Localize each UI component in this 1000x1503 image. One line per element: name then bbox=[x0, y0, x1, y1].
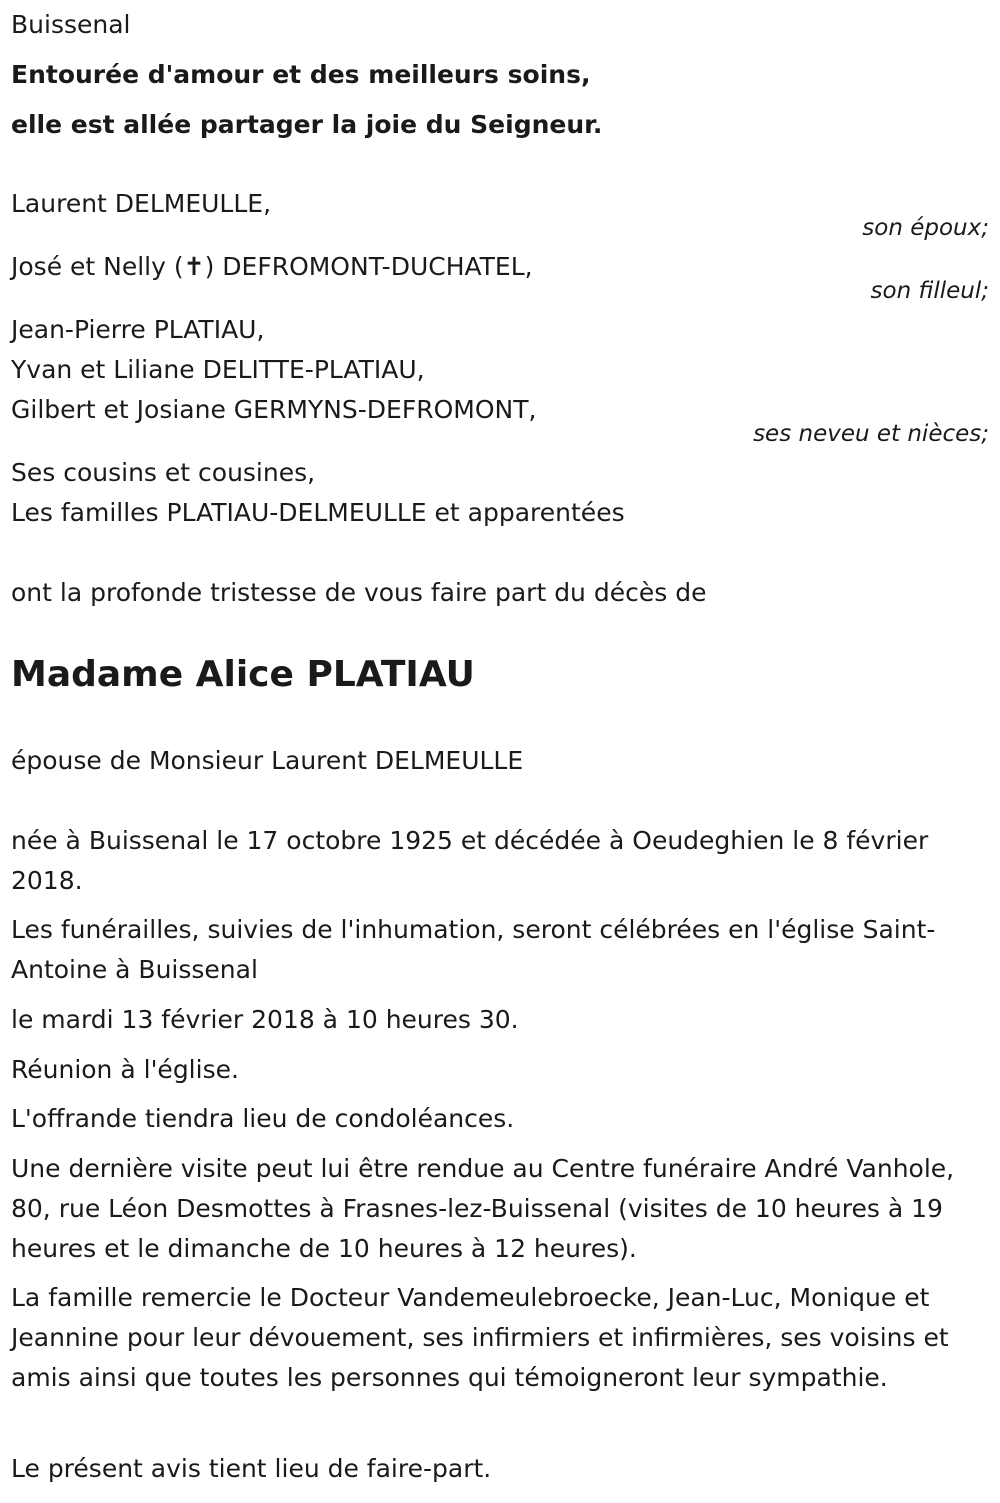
nephew-2: Yvan et Liliane DELITTE-PLATIAU, bbox=[11, 355, 425, 384]
nephew-1: Jean-Pierre PLATIAU, bbox=[11, 315, 265, 344]
notice-info: Le présent avis tient lieu de faire-part. bbox=[11, 1454, 492, 1483]
nephews-role: ses neveu et nièces; bbox=[753, 421, 989, 447]
intro-line-1: Entourée d'amour et des meilleurs soins, bbox=[11, 60, 591, 89]
funeral-info: Les funérailles, suivies de l'inhumation, seront célébrées en l'église Saint-Antoine à Buissenal bbox=[11, 915, 936, 984]
thanks-info: La famille remercie le Docteur Vandemeulebroecke, Jean-Luc, Monique et Jeannine pour leur dévouement, ses infirmiers et infirmières, ses voisins et amis ainsi que toutes les personnes qui témoigneront leur sympathie. bbox=[11, 1283, 949, 1392]
announcement: ont la profonde tristesse de vous faire part du décès de bbox=[11, 578, 707, 607]
spouse-name: Laurent DELMEULLE, bbox=[11, 189, 272, 218]
meeting-info: Réunion à l'église. bbox=[11, 1055, 239, 1084]
godson-name: José et Nelly (✝) DEFROMONT-DUCHATEL, bbox=[11, 252, 533, 281]
place-heading: Buissenal bbox=[11, 10, 131, 39]
funeral-date: le mardi 13 février 2018 à 10 heures 30. bbox=[11, 1005, 519, 1034]
intro-line-2: elle est allée partager la joie du Seigneur. bbox=[11, 110, 603, 139]
offering-info: L'offrande tiendra lieu de condoléances. bbox=[11, 1104, 515, 1133]
birth-death: née à Buissenal le 17 octobre 1925 et décédée à Oeudeghien le 8 février 2018. bbox=[11, 826, 929, 895]
godson-role: son filleul; bbox=[870, 278, 989, 304]
spouse-role: son époux; bbox=[862, 215, 989, 241]
nephew-3: Gilbert et Josiane GERMYNS-DEFROMONT, bbox=[11, 395, 537, 424]
visit-info: Une dernière visite peut lui être rendue au Centre funéraire André Vanhole, 80, rue Léon Desmottes à Frasnes-lez-Buissenal (visites de 10 heures à 19 heures et le dimanche de 10 heures à 12 heures). bbox=[11, 1154, 955, 1263]
cousins: Ses cousins et cousines, bbox=[11, 458, 316, 487]
spouse-of: épouse de Monsieur Laurent DELMEULLE bbox=[11, 746, 524, 775]
families: Les familles PLATIAU-DELMEULLE et apparentées bbox=[11, 498, 625, 527]
deceased-name: Madame Alice PLATIAU bbox=[11, 654, 475, 695]
